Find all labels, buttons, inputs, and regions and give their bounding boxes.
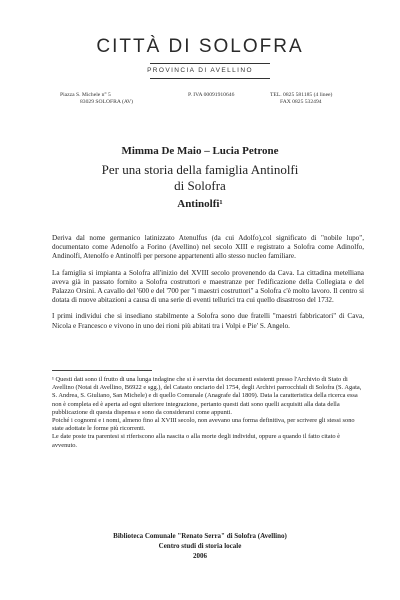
footnote: Le date poste tra parentesi si riferiscono alla nascita o alla morte degli individui, oppure a quando il fatto citato è avvenuto. xyxy=(52,433,341,449)
document-title xyxy=(0,162,400,194)
letterhead-rule-top xyxy=(150,63,270,64)
address xyxy=(60,92,133,106)
fax: FAX 0825 532494 xyxy=(280,99,322,105)
province-name: PROVINCIA DI AVELLINO xyxy=(147,67,253,74)
letterhead xyxy=(0,36,400,58)
title-line-1: Per una storia della famiglia Antinolfi xyxy=(101,162,299,177)
telephone: TEL. 0825 581185 (4 linee) xyxy=(270,92,333,98)
authors: Mimma De Maio – Lucia Petrone xyxy=(121,145,279,157)
footnote: Poiché i cognomi e i nomi, almeno fino al XVIII secolo, non avevano una forma definitiva, per scrivere gli stessi sono state adottate le forme più ricorrenti. xyxy=(52,417,355,433)
title-line-2: di Solofra xyxy=(174,178,226,193)
publication-footer xyxy=(0,531,400,561)
address-line-2: 83029 SOLOFRA (AV) xyxy=(80,99,134,105)
library-name: Biblioteca Comunale "Renato Serra" di Solofra (Avellino) xyxy=(113,532,287,540)
letterhead-rule-bottom xyxy=(150,78,270,79)
paragraph: La famiglia si impianta a Solofra all'inizio del XVIII secolo provenendo da Cava. La cittadina metelliana aveva già in passato fornito a Solofra costruttori e maestranze per l'edificazione della Collegiata e del Palazzo Orsini. A cavallo del '600 e del '700 per "i maestri costruttori" a Solofra c'è molto lavoro. Il centro si dotata di nuove abitazioni a causa di una serie di eventi tellurici tra cui quello disastroso del 1732. xyxy=(52,268,364,305)
publication-year: 2006 xyxy=(193,552,207,560)
section-heading: Antinolfi¹ xyxy=(177,198,223,210)
study-center: Centro studi di storia locale xyxy=(158,542,242,550)
phone-fax xyxy=(270,92,332,106)
address-line-1: Piazza S. Michele n° 5 xyxy=(60,92,111,98)
vat-number: P. IVA 00091910646 xyxy=(188,92,235,98)
footnotes xyxy=(52,376,364,450)
footnote-divider xyxy=(52,370,152,371)
city-name: CITTÀ DI SOLOFRA xyxy=(96,36,304,57)
footnote: ¹ Questi dati sono il frutto di una lunga indagine che si è servita dei documenti esistenti presso l'Archivio di Stato di Avellino (Notai di Avellino, B6922 e sgg.), del Catasto onciario del 1754, degli Archivi parrocchiali di Solofra (S. Agata, S. Andrea, S. Giuliano, San Michele) e di quello Comunale (Anagrafe dal 1809). Data la caratteristica della ricerca essa non è completa ed è aperta ad ogni ulteriore integrazione, pertanto questi dati sono quelli acquisiti alla data della pubblicazione di questa dispensa e sono da considerarsi come appunti. xyxy=(52,376,362,416)
paragraph: Deriva dal nome germanico latinizzato Atenulfus (da cui Adolfo),col significato di "nobile lupo", documentato come Adenolfo a Forino (Avellino) nel secolo XIII e registrato a Solofra come Adinolfo, Andinolfi, Atenolfo e Antinolfi per persone appartenenti allo stesso nucleo familiare. xyxy=(52,234,364,261)
body-text xyxy=(52,234,364,338)
paragraph: I primi individui che si insediano stabilmente a Solofra sono due fratelli "maestri fabbricatori" di Cava, Nicola e Francesco e vivono in uno dei rioni più abitati tra i Volpi e Pie' S. Angelo. xyxy=(52,312,364,330)
